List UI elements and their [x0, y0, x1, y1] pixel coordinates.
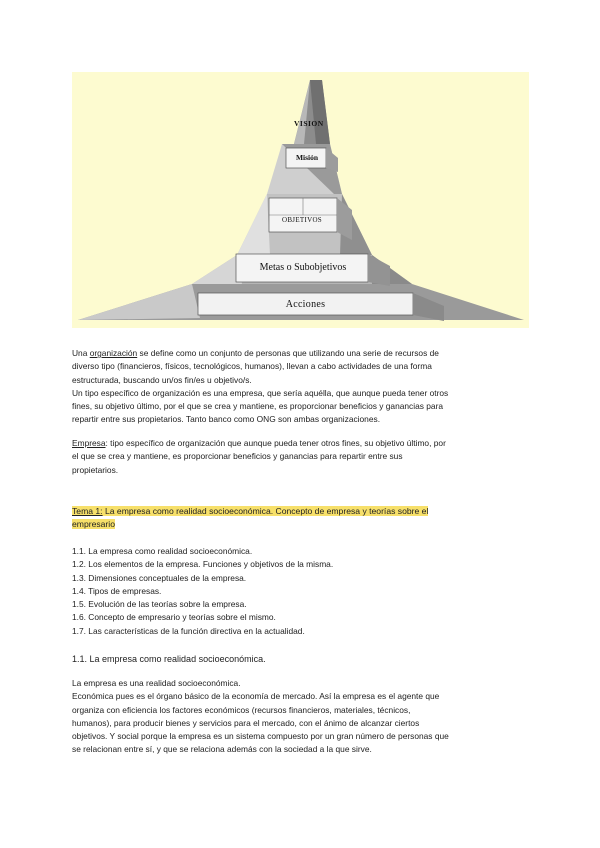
empresa-term: Empresa — [72, 438, 106, 448]
toc-item: 1.4. Tipos de empresas. — [72, 585, 162, 596]
toc-item: 1.3. Dimensiones conceptuales de la empresa. — [72, 572, 247, 583]
intro-line1: se define como un conjunto de personas que utilizando una serie de recursos de — [137, 348, 439, 358]
intro-line5: fines, su objetivo último, por el que se crea y mantiene, es proporcionar beneficios y ganancias para — [72, 401, 444, 412]
pyramid-label-acciones: Acciones — [285, 299, 326, 310]
empresa-line1: : tipo específico de organización que aunque pueda tener otros fines, su objetivo último, por — [105, 438, 446, 448]
tema-heading — [72, 505, 532, 532]
empresa-line2: el que se crea y mantiene, es proporcionar beneficios y ganancias para repartir entre sus — [72, 451, 403, 462]
tema-label: Tema 1: — [72, 506, 103, 516]
pyramid-label-objetivos: OBJETIVOS — [281, 216, 323, 224]
table-of-contents — [72, 545, 532, 638]
section-line: Económica pues es el órgano básico de la economía de mercado. Así la empresa es el agente que — [72, 691, 440, 702]
toc-item: 1.7. Las características de la función directiva en la actualidad. — [72, 625, 305, 636]
section-line: objetivos. Y social porque la empresa es un sistema compuesto por un gran número de personas que — [72, 731, 449, 742]
section-heading: 1.1. La empresa como realidad socioeconómica. — [72, 654, 266, 664]
section-line: organiza con eficiencia los factores económicos (recursos financieros, materiales, técnicos, — [72, 704, 411, 715]
toc-item: 1.2. Los elementos de la empresa. Funciones y objetivos de la misma. — [72, 559, 334, 570]
intro-line4: Un tipo específico de organización es una empresa, que sería aquélla, que aunque pueda tener otros — [72, 387, 449, 398]
section-line: se relacionan entre sí, y que se relaciona además con la sociedad a la que sirve. — [72, 744, 372, 755]
empresa-definition — [72, 437, 532, 477]
pyramid-label-vision: VISION — [294, 119, 324, 128]
intro-line6: repartir entre sus propietarios. Tanto banco como ONG son ambas organizaciones. — [72, 414, 381, 425]
pyramid-label-mision: Misión — [295, 153, 319, 162]
section-body — [72, 677, 532, 757]
toc-item: 1.1. La empresa como realidad socioeconómica. — [72, 546, 253, 556]
pyramid-graphic — [72, 72, 529, 328]
empresa-line3: propietarios. — [72, 464, 119, 475]
intro-line3: estructurada, buscando un/os fin/es u objetivo/s. — [72, 374, 252, 385]
tema-title-line1: La empresa como realidad socioeconómica. Concepto de empresa y teorías sobre el — [102, 506, 429, 516]
section-line: humanos), para producir bienes y servicios para el mercado, con el ánimo de alcanzar ciertos — [72, 717, 420, 728]
tema-title-line2: empresario — [72, 519, 115, 530]
pyramid-label-metas: Metas o Subobjetivos — [259, 262, 347, 273]
toc-item: 1.5. Evolución de las teorías sobre la empresa. — [72, 599, 247, 610]
intro-line2: diverso tipo (financieros, físicos, tecnológicos, humanos), llevan a cabo actividades de una forma — [72, 361, 432, 372]
toc-item: 1.6. Concepto de empresario y teorías sobre el mismo. — [72, 612, 276, 623]
pyramid-figure — [72, 72, 529, 328]
section-line: La empresa es una realidad socioeconómica. — [72, 678, 241, 688]
organizacion-term: organización — [89, 348, 138, 358]
intro-lead: Una — [72, 348, 90, 358]
intro-paragraph — [72, 347, 532, 427]
